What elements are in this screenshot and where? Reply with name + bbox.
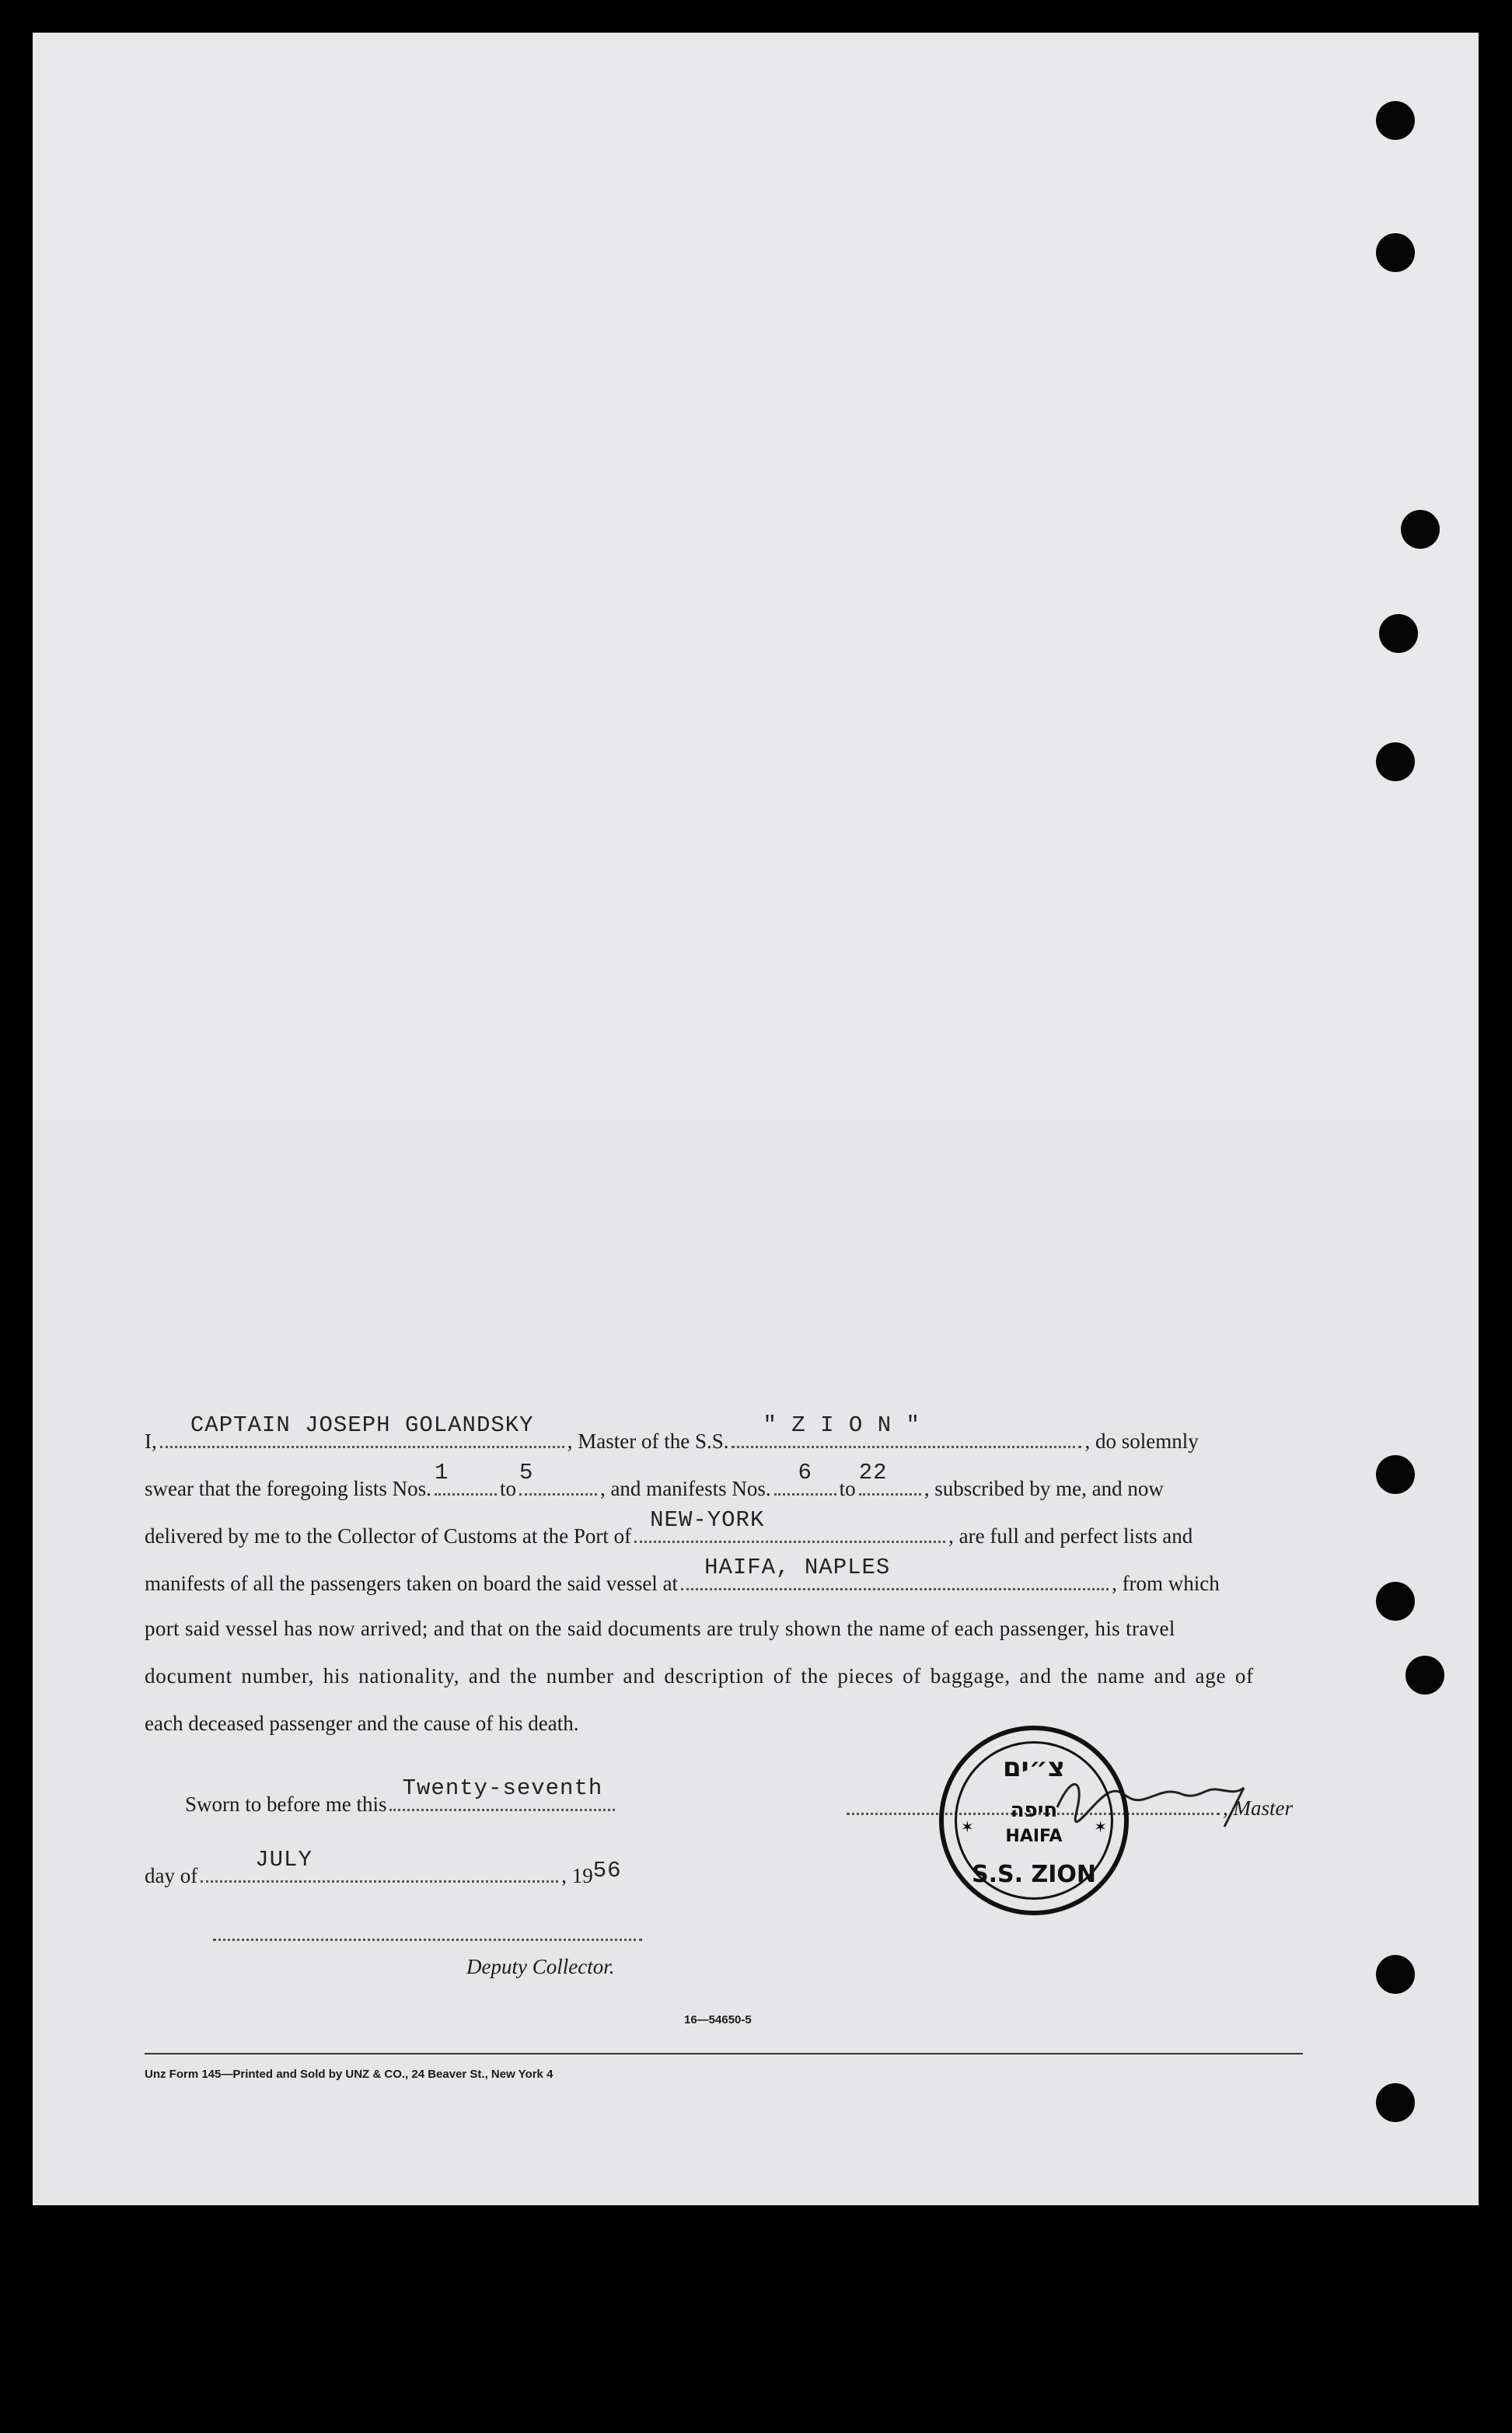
binder-hole [1376, 233, 1415, 272]
port-of-arrival: NEW-YORK [650, 1507, 765, 1533]
oath-line-6-text: document number, his nationality, and the number and description of the pieces of baggage, and the name and age of [145, 1664, 1254, 1688]
full-perfect-text: , are full and perfect lists and [948, 1524, 1193, 1548]
oath-line-3 [145, 1507, 1303, 1548]
subscribed-text: , subscribed by me, and now [924, 1477, 1164, 1500]
stamp-hebrew-middle: חיפה [1010, 1799, 1058, 1822]
ship-seal-stamp: צ״ים חיפה HAIFA S.S. ZION ✶ ✶ [939, 1726, 1129, 1915]
master-name: CAPTAIN JOSEPH GOLANDSKY [190, 1412, 534, 1438]
binder-hole [1376, 1455, 1415, 1494]
port-field [634, 1507, 945, 1543]
printer-line [145, 2068, 1303, 2081]
oath-line-7 [145, 1712, 1303, 1736]
day-of-label: day of [145, 1864, 198, 1887]
form-code: 16—54650-5 [684, 2013, 752, 2026]
binder-hole [1379, 614, 1418, 653]
master-name-field [160, 1412, 564, 1448]
oath-line-5 [145, 1617, 1303, 1641]
lists-from-field [434, 1460, 497, 1496]
oath-line-1 [145, 1412, 1303, 1454]
oath-line-5-text: port said vessel has now arrived; and that on the said documents are truly shown the name of each passenger, his travel [145, 1617, 1175, 1640]
binder-hole [1376, 1955, 1415, 1994]
binder-hole [1376, 101, 1415, 140]
month-field [201, 1847, 558, 1883]
master-of-ss-label: , Master of the S.S. [567, 1429, 729, 1453]
deputy-collector-label: Deputy Collector. [466, 1955, 615, 1978]
lists-to-field [519, 1460, 597, 1496]
and-manifests-label: , and manifests Nos. [599, 1477, 771, 1500]
lists-from: 1 [434, 1460, 449, 1485]
sworn-year: 56 [592, 1858, 622, 1883]
master-label: , Master [1223, 1796, 1293, 1820]
sworn-day-field [389, 1775, 615, 1811]
binder-hole [1376, 1582, 1415, 1621]
embarkation-field [681, 1555, 1109, 1590]
manifests-text: manifests of all the passengers taken on board the said vessel at [145, 1572, 679, 1595]
lists-to: 5 [519, 1460, 534, 1485]
stamp-haifa: HAIFA [1005, 1827, 1063, 1846]
ship-name-field [732, 1412, 1081, 1448]
printer-credit: Unz Form 145—Printed and Sold by UNZ & CO., 24 Beaver St., New York 4 [145, 2068, 553, 2081]
binder-hole [1376, 2083, 1415, 2122]
document-lower-fold [33, 1119, 1479, 2205]
oath-line-4 [145, 1555, 1303, 1596]
delivered-text: delivered by me to the Collector of Customs at the Port of [145, 1524, 632, 1548]
form-code-line [684, 2013, 840, 2026]
oath-i-prefix: I, [145, 1429, 157, 1453]
deputy-collector-label-line [466, 1955, 700, 1979]
manifests-to-field [858, 1460, 921, 1496]
to-label-2: to [839, 1477, 856, 1500]
binder-hole [1401, 510, 1440, 549]
binder-hole [1405, 1656, 1444, 1695]
deputy-signature-line [210, 1920, 645, 1941]
manifests-from-field [774, 1460, 836, 1496]
sworn-month: JULY [255, 1847, 313, 1873]
footer-rule [145, 2053, 1303, 2054]
ports-of-embarkation: HAIFA, NAPLES [704, 1555, 891, 1580]
ship-name: " Z I O N " [763, 1412, 920, 1438]
sworn-text: Sworn to before me this [185, 1792, 387, 1816]
to-label-1: to [499, 1477, 516, 1500]
year-prefix: , 19 [561, 1864, 593, 1887]
day-of-line [145, 1847, 658, 1890]
do-solemnly-label: , do solemnly [1084, 1429, 1199, 1453]
manifests-to: 22 [858, 1460, 888, 1485]
sworn-day: Twenty-seventh [402, 1775, 603, 1801]
oath-line-7-text: each deceased passenger and the cause of his death. [145, 1712, 579, 1735]
oath-line-6 [145, 1664, 1303, 1688]
stamp-ship: S.S. ZION [972, 1861, 1096, 1888]
from-which-text: , from which [1112, 1572, 1220, 1595]
binder-hole [1376, 742, 1415, 781]
manifests-from: 6 [798, 1460, 812, 1485]
sworn-line [185, 1775, 651, 1817]
oath-line-2 [145, 1460, 1303, 1501]
swear-text: swear that the foregoing lists Nos. [145, 1477, 431, 1500]
deputy-signature-field [213, 1920, 642, 1941]
stamp-hebrew-top: צ״ים [1002, 1752, 1066, 1783]
